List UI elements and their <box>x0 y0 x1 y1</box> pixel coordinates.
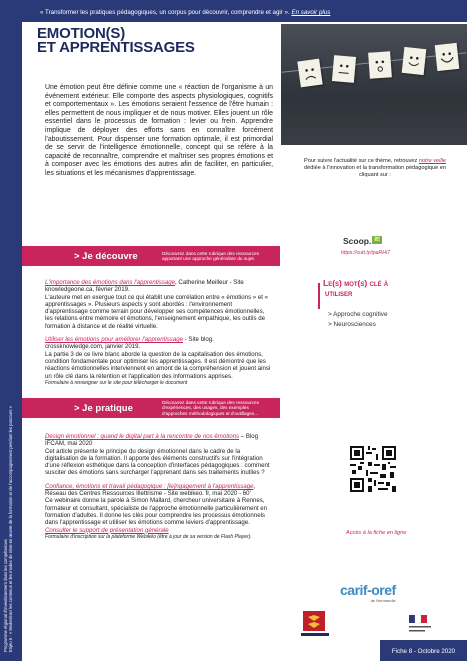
banner-quote: « Transformer les pratiques pédagogiques, un corpus pour découvrir, comprendre et agir ». <box>40 9 290 16</box>
smile-face-icon <box>402 47 427 75</box>
section-label: > Je découvre <box>74 250 138 262</box>
resource-item: Design émotionnel : quand le digital part à la rencontre de nos émotions – Blog IFCAM, mai 2020 <box>45 433 259 448</box>
veille-box: Pour suivre l'actualité sur ce thème, retrouvez notre veille dédiée à l'innovation et la transformation pédagogique en cliquant sur : <box>304 158 446 178</box>
resource-link[interactable]: Confiance, émotions et travail pédagogique : [le]ngagement à l'apprentissage <box>45 482 254 490</box>
section-label: > Je pratique <box>74 402 133 414</box>
resource-link[interactable]: Design émotionnel : quand le digital part à la rencontre de nos émotions <box>45 433 240 440</box>
keyword-accent <box>318 283 320 309</box>
top-banner <box>0 0 467 22</box>
resource-item: Utiliser les émotions pour améliorer l'apprentissage - Site blog. crossknowledge.com, janvier 2019. <box>45 336 214 351</box>
neutral-face-icon <box>332 55 356 83</box>
keyword-item: > Neurosciences <box>328 321 376 328</box>
normandie-region-logo <box>300 610 330 638</box>
side-text: Programme régional d'investissement dans les compétences Enjeu 6 : « Moderniser les contenus et les modes de mise en œuvre de la formation et de l'accompagnement pendant les parcours » <box>3 406 14 652</box>
veille-link[interactable]: notre veille <box>418 158 446 164</box>
qr-code-icon[interactable] <box>348 444 398 494</box>
pratique-content: Design émotionnel : quand le digital part à la rencontre de nos émotions – Blog IFCAM, mai 2020 Cet article présente le principe du design émotionnel dans le cadre de la digitalisation de la formation. Il apporte des éléments constructifs sur l'intégration d'une réflexion esthétique dans la conception d'interfaces pédagogiques : comment susciter des émotions sans surcharger l'apprenant dans ses traitements inutiles ? Confiance, émotions et travail pédagogique : [le]ngagement à l'apprentissage, Réseau des Centres Ressources Illettrisme - Site webikeo. fr, mai 2020 - 60' Ce webinaire donne la parole à Simon Mallard, chercheur universitaire à Rennes, formateur et consultant, spécialiste de l'approche émotionnelle particulièrement en formation d'adultes. Il donne les clés pour comprendre les processus émotionnels dans l'apprentissage et utiliser les émotions comme leviers d'apprentissage. Consulter le support de présentation générale Formulaire d'inscription sur la plateforme Webikéo (être à jour de sa version de Flash Player). <box>45 433 273 541</box>
resource-link[interactable]: L'importance des émotions dans l'apprentissage <box>45 279 176 286</box>
keyword-item: > Approche cognitive <box>328 311 388 318</box>
page-title: EMOTION(S) ET APPRENTISSAGES <box>37 25 195 56</box>
resource-item: Confiance, émotions et travail pédagogique : [le]ngagement à l'apprentissage, Réseau des Centres Ressources Illettrisme - Site webikeo. fr, mai 2020 - 60' <box>45 482 256 498</box>
online-sheet-link[interactable]: Accès à la fiche en ligne <box>346 530 407 536</box>
section-desc: Découvrez dans cette rubrique des ressources apportant une approche généraliste du sujet. <box>162 250 259 261</box>
resource-item: L'importance des émotions dans l'apprentissage, Catherine Meilleur - Site knowledgeone.ca, février 2019. <box>45 279 244 294</box>
page-footer: Fiche 8 - Octobre 2020 <box>380 640 467 661</box>
decouvre-content: L'importance des émotions dans l'apprentissage, Catherine Meilleur - Site knowledgeone.ca, février 2019. L'auteure met en exergue tout ce qui établit une corrélation entre « émotions » et « apprentissages ». Plusieurs aspects y sont abordés : l'environnement d'apprentissage comme terrain pour développer ses compétences émotionnelles, les relations entre mémoire et émotions, l'enseignement empathique, les outils de formation à distance et de réalité virtuelle. Utiliser les émotions pour améliorer l'apprentissage - Site blog. crossknowledge.com, janvier 2019. La partie 3 de ce livre blanc aborde la question de la capitalisation des émotions, condition fondamentale pour optimiser les apprentissages. Il est démontré que les réactions émotionnelles interviennent en amont de la compréhension et jouent ainsi un rôle clé dans la rétention et l'application des informations apprises. Formulaire à renseigner sur le site pour télécharger le document <box>45 279 273 387</box>
learn-more-link[interactable]: En savoir plus <box>291 9 331 16</box>
surprised-face-icon <box>368 51 392 78</box>
sad-face-icon <box>297 59 322 88</box>
section-je-decouvre <box>22 246 280 266</box>
section-desc: Découvrez dans cette rubrique des ressources d'expériences, des usages, des exemples d'approches méthodologiques et d'outillages... <box>162 399 259 416</box>
keyword-title: Le(s) mot(s) clé à utiliser <box>323 278 389 298</box>
side-strip <box>0 22 22 661</box>
happy-face-icon <box>435 43 460 71</box>
intro-paragraph: Une émotion peut être définie comme une « réaction de l'organisme à un événement extérieur. Elle comporte des aspects physiologiques, cognitifs et comportementaux ». Les émotions seraient l'essence de l'être humain : elles permettent de nous impliquer et de nous motiver. Elles jouent un rôle essentiel dans le processus de formation : levier ou frein. Apprendre implique de déployer des efforts sans en connaître forcément l'aboutissement. Pour dispenser une formation optimale, il est primordial de se servir de l'intelligence émotionnelle, concept qui se réfère à la capacité de reconnaître, comprendre et maîtriser ses propres émotions et à composer avec les émotions des autres afin de faciliter, en particulier, les situations et les mécanismes d'apprentissage. <box>45 84 273 177</box>
carif-oref-logo: carif-oref de Normandie <box>340 582 396 603</box>
section-je-pratique <box>22 398 280 418</box>
short-url-link[interactable]: https://cutt.ly/ipaRHi7 <box>341 250 391 256</box>
republique-logo <box>405 614 435 638</box>
emotion-notes-photo <box>281 24 467 145</box>
scoopit-logo[interactable]: Scoop. it! <box>343 236 381 246</box>
presentation-link[interactable]: Consulter le support de présentation générale <box>45 526 169 534</box>
resource-link[interactable]: Utiliser les émotions pour améliorer l'apprentissage <box>45 336 183 344</box>
